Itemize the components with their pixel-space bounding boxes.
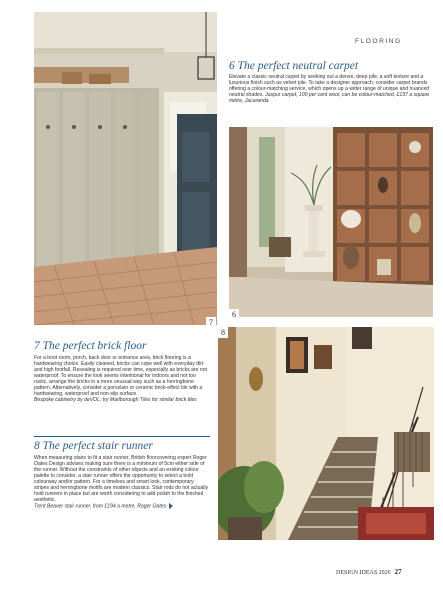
- page-footer: [336, 568, 402, 576]
- body-neutral-carpet: [229, 74, 434, 104]
- photo-neutral-carpet-room: [229, 127, 433, 317]
- credit-neutral-carpet: Jaspur carpet, 100 per cent wool, can be colour-matched, £137 a square metre, Jacaranda: [229, 92, 430, 105]
- body-stair-runner: [34, 455, 210, 510]
- photo-number-7: 7: [206, 317, 216, 328]
- photo-number-8: 8: [218, 327, 228, 338]
- photo-number-6: 6: [229, 309, 239, 320]
- end-arrow-icon: [169, 503, 173, 509]
- page-number: 27: [394, 568, 402, 576]
- magazine-name: DESIGN IDEAS 2026: [336, 570, 391, 576]
- heading-brick-floor: 7 The perfect brick floor: [34, 340, 147, 352]
- photo-stair-runner-hallway: [218, 327, 434, 540]
- divider-rule: [34, 436, 210, 437]
- credit-brick-floor: Bespoke cabinetry by deVOL; try Marlborough Tiles for similar brick tiles: [34, 397, 197, 404]
- section-label: FLOORING: [355, 38, 402, 45]
- heading-stair-runner: 8 The perfect stair runner: [34, 440, 153, 452]
- credit-stair-runner: Trent Beaver stair runner, from £194 a metre, Roger Oates: [34, 503, 167, 510]
- body-brick-floor: [34, 355, 210, 403]
- heading-neutral-carpet: 6 The perfect neutral carpet: [229, 60, 359, 72]
- body-brick-floor-text: For a boot room, porch, back door or entrance area, brick flooring is a hardwearing choice. Easily cleaned, bricks can cope well with everyday dirt and high footfall. Resealing is required over time, especially as bricks are not waterproof. To ensure the look seems intentional for indoors and not too rustic, arrange the bricks in a more unusual way such as a herringbone pattern. Alternatively, consider a porcelain or ceramic brick-effect tile with a hardwearing, waterproof and non-slip surface.: [34, 355, 207, 398]
- photo-boot-room: [34, 12, 217, 325]
- body-neutral-carpet-text: Elevate a classic neutral carpet by seeking out a dense, deep pile, a soft texture and a luxurious finish such as velvet pile. To take a designer approach, consider carpet brands offering a colour-matching service, which opens up a wider range of unique and nuanced neutral shades.: [229, 74, 430, 99]
- body-stair-runner-text: When measuring stairs to fit a stair runner, British floorcovering expert Roger Oates Design advises making sure there is a minimum of 5cm either side of the runner. Without the constraints of other objects and an existing colour palette to consider, a stair runner offers the opportunity to select a bold colourway and/or pattern. For a timeless and smart look, contemporary stripes and herringbone motifs are modern classics. Stair rods do not actually hold runners in place but are worth considering to add polish to the finished aesthetic.: [34, 455, 209, 504]
